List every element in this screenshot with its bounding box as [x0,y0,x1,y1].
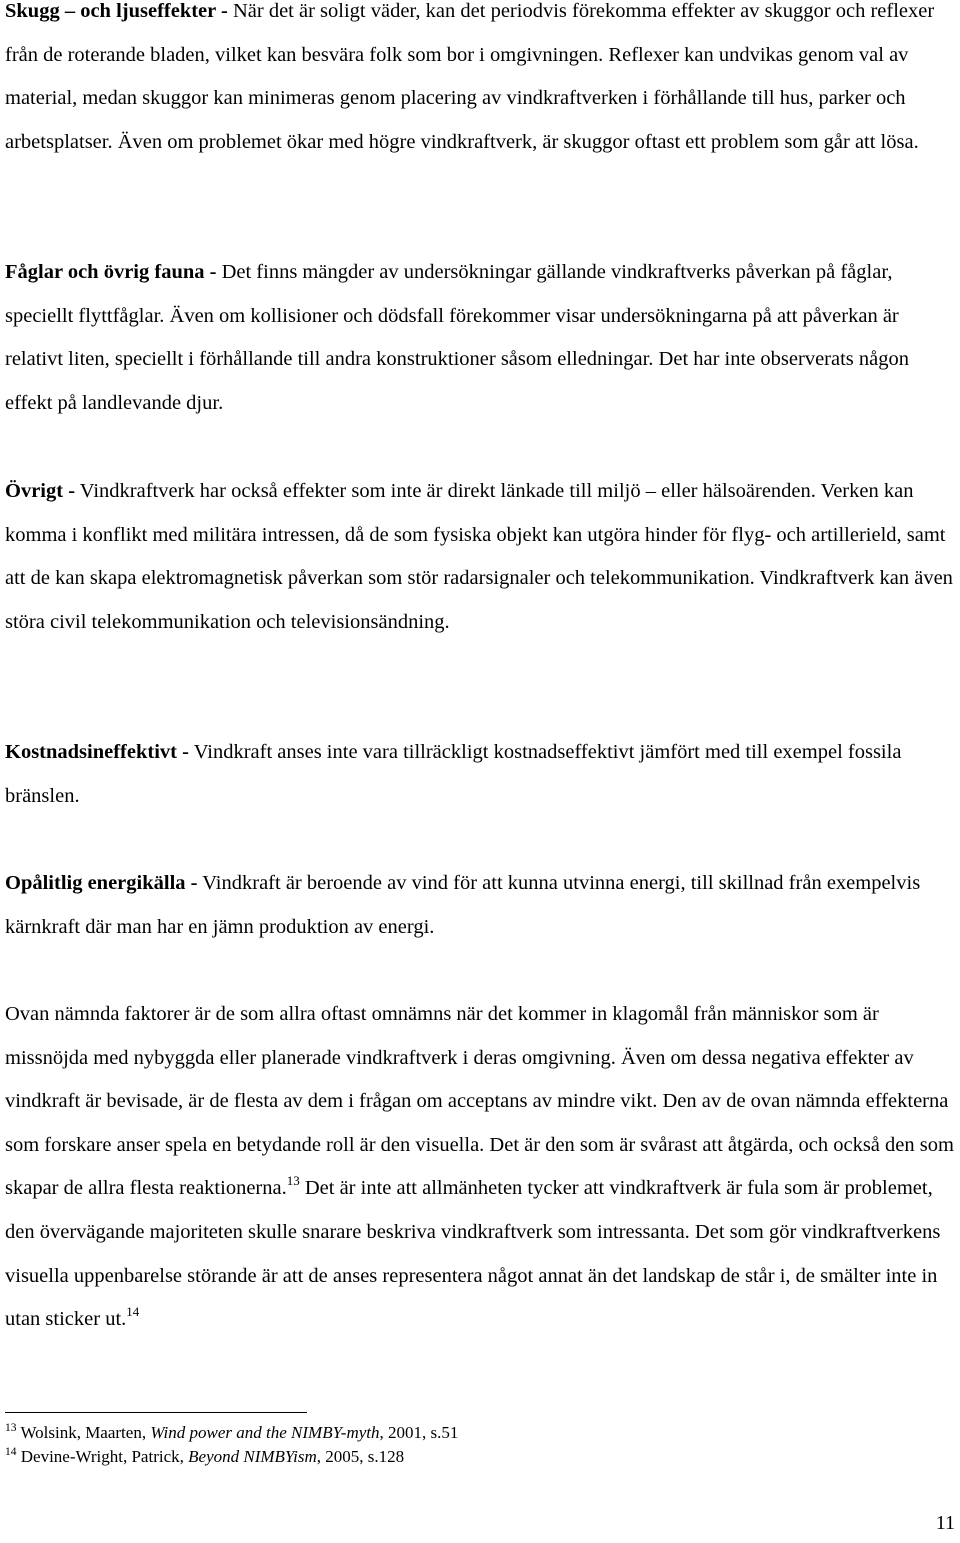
paragraph-heading: Opålitlig energikälla - [5,872,198,894]
paragraph-shadow-light-effects [5,0,955,164]
page-number: 11 [935,1512,955,1534]
footnote-number: 13 [5,1422,17,1434]
paragraph-text: Vindkraft anses inte vara tillräckligt kostnadseffektivt jämfört med till exempel fossila bränslen. [5,741,902,807]
paragraph-text: Vindkraft är beroende av vind för att kunna utvinna energi, till skillnad från exempelvis kärnkraft där man har en jämn produktion av energi. [5,872,921,938]
closing-text-part2: Det är inte att allmänheten tycker att vindkraftverk är fula som är problemet, den övervägande majoriteten skulle snarare beskriva vindkraftverk som intressanta. Det som gör vindkraftverkens visuella uppenbarelse störande är att de anses representera något annat än det landskap de står i, de smälter inte in utan sticker ut. [5,1177,941,1331]
paragraph-other [5,470,955,644]
footnote-details: , 2005, s.128 [316,1447,405,1466]
paragraph-closing [5,993,955,1342]
paragraph-text: När det är soligt väder, kan det periodvis förekomma effekter av skuggor och reflexer från de roterande bladen, vilket kan besvära folk som bor i omgivningen. Reflexer kan undvikas genom val av material, medan skuggor kan minimeras genom placering av vindkraftverken i förhållande till hus, parker och arbetsplatser. Även om problemet ökar med högre vindkraftverk, är skuggor oftast ett problem som går att lösa. [5,0,935,153]
footnote-reference-13: 13 [286,1173,300,1189]
footnote-reference-14: 14 [126,1304,140,1320]
paragraph-heading: Övrigt - [5,480,76,502]
paragraph-heading: Skugg – och ljuseffekter - [5,0,228,22]
footnote-title: Wind power and the NIMBY-myth [150,1423,380,1442]
closing-text-part1: Ovan nämnda faktorer är de som allra oftast omnämns när det kommer in klagomål från människor som är missnöjda med nybyggda eller planerade vindkraftverk i deras omgivning. Även om dessa negativa effekter av vindkraft är bevisade, är de flesta av dem i frågan om acceptans av mindre vikt. Den av de ovan nämnda effekterna som forskare anser spela en betydande roll är den visuella. Det är den som är svårast att åtgärda, och också den som skapar de allra flesta reaktionerna. [5,1003,954,1200]
footnote-separator [5,1412,307,1413]
paragraph-text: Det finns mängder av undersökningar gällande vindkraftverks påverkan på fåglar, speciellt flyttfåglar. Även om kollisioner och dödsfall förekommer visar undersökningarna på att påverkan är relativt liten, speciellt i förhållande till andra konstruktioner såsom elledningar. Det har inte observerats någon effekt på landlevande djur. [5,261,910,414]
paragraph-cost-ineffective [5,731,955,818]
paragraph-heading: Fåglar och övrig fauna - [5,261,217,283]
footnote-13 [5,1421,905,1445]
paragraph-text: Vindkraftverk har också effekter som inte är direkt länkade till miljö – eller hälsoärenden. Verken kan komma i konflikt med militära intressen, då de som fysiska objekt kan utgöra hinder för flyg- och artillerield, samt att de kan skapa elektromagnetisk påverkan som stör radarsignaler och telekommunikation. Vindkraftverk kan även störa civil telekommunikation och televisionsändning. [5,480,953,633]
footnote-14 [5,1445,905,1469]
footnote-author: Devine-Wright, Patrick, [16,1447,189,1466]
paragraph-heading: Kostnadsineffektivt - [5,741,189,763]
paragraph-birds-fauna [5,251,955,425]
footnote-number: 14 [5,1446,17,1458]
footnotes [5,1421,905,1469]
footnote-title: Beyond NIMBYism [188,1447,317,1466]
footnote-author: Wolsink, Maarten, [16,1423,151,1442]
footnote-details: , 2001, s.51 [379,1423,459,1442]
paragraph-unreliable-energy [5,862,955,949]
